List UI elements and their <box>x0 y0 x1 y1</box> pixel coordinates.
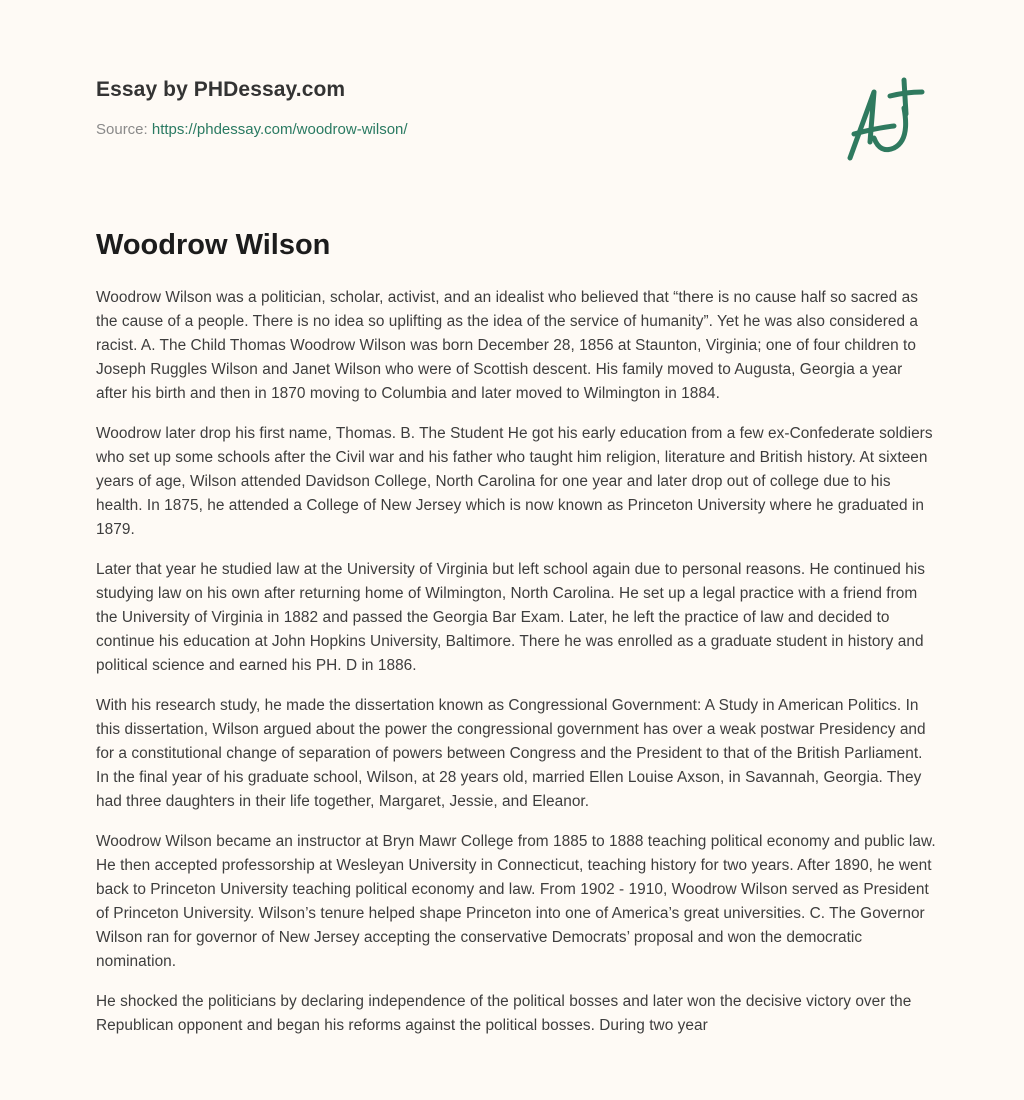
source-line <box>96 120 928 140</box>
a-plus-grade-icon <box>818 68 928 168</box>
source-label: Source: <box>96 121 152 138</box>
article-body <box>96 286 936 1054</box>
site-brand: Essay by PHDessay.com <box>96 78 346 101</box>
paragraph: Woodrow Wilson became an instructor at Bryn Mawr College from 1885 to 1888 teaching political economy and public law. He then accepted professorship at Wesleyan University in Connecticut, teaching history for two years. After 1890, he went back to Princeton University teaching political economy and law. From 1902 - 1910, Woodrow Wilson served as President of Princeton University. Wilson’s tenure helped shape Princeton into one of America’s great universities. C. The Governor Wilson ran for governor of New Jersey accepting the conservative Democrats’ proposal and won the democratic nomination. <box>96 833 936 970</box>
source-link[interactable]: https://phdessay.com/woodrow-wilson/ <box>151 121 408 138</box>
paragraph: Woodrow Wilson was a politician, scholar, activist, and an idealist who believed that “there is no cause half so sacred as the cause of a people. There is no idea so uplifting as the idea of the service of humanity”. Yet he was also considered a racist. A. The Child Thomas Woodrow Wilson was born December 28, 1856 at Staunton, Virginia; one of four children to Joseph Ruggles Wilson and Janet Wilson who were of Scottish descent. His family moved to Augusta, Georgia a year after his birth and then in 1870 moving to Columbia and later moved to Wilmington in 1884. <box>96 289 919 402</box>
article-title: Woodrow Wilson <box>96 229 331 261</box>
paragraph: With his research study, he made the dissertation known as Congressional Government: A Study in American Politics. In this dissertation, Wilson argued about the power the congressional government has over a weak postwar Presidency and for a constitutional change of separation of powers between Congress and the President to that of the British Parliament. In the final year of his graduate school, Wilson, at 28 years old, married Ellen Louise Axson, in Savannah, Georgia. They had three daughters in their life together, Margaret, Jessie, and Eleanor. <box>96 697 926 810</box>
page-header <box>96 76 928 176</box>
paragraph: Woodrow later drop his first name, Thomas. B. The Student He got his early education from a few ex-Confederate soldiers who set up some schools after the Civil war and his father who taught him religion, literature and British history. At sixteen years of age, Wilson attended Davidson College, North Carolina for one year and later drop out of college due to his health. In 1875, he attended a College of New Jersey which is now known as Princeton University where he graduated in 1879. <box>96 425 933 538</box>
paragraph: Later that year he studied law at the University of Virginia but left school again due to personal reasons. He continued his studying law on his own after returning home of Wilmington, North Carolina. He set up a legal practice with a friend from the University of Virginia in 1882 and passed the Georgia Bar Exam. Later, he left the practice of law and decided to continue his education at John Hopkins University, Baltimore. There he was enrolled as a graduate student in history and political science and earned his PH. D in 1886. <box>96 561 925 674</box>
paragraph: He shocked the politicians by declaring independence of the political bosses and later won the decisive victory over the Republican opponent and began his reforms against the political bosses. During two year <box>96 993 912 1034</box>
